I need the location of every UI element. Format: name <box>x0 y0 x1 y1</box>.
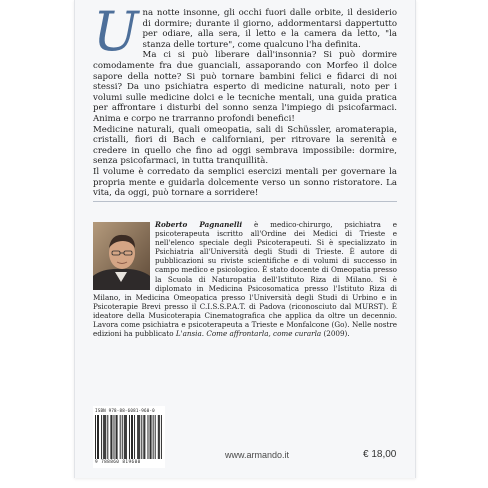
blurb-text <box>93 0 397 199</box>
barcode-bar <box>101 415 102 459</box>
drop-cap-letter: U <box>93 0 139 63</box>
book-back-cover <box>74 0 416 478</box>
barcode-bar <box>124 415 125 459</box>
barcode-bar <box>158 415 159 459</box>
publisher-website[interactable]: www.armando.it <box>225 450 290 460</box>
barcode-bar <box>129 415 130 459</box>
barcode-bar <box>122 415 123 459</box>
barcode-bar <box>134 415 135 459</box>
barcode-bar <box>132 415 133 459</box>
barcode-bar <box>120 415 121 459</box>
barcode-bar <box>139 415 140 459</box>
barcode-bar <box>116 415 117 459</box>
barcode-bar <box>97 415 98 459</box>
barcode-bar <box>98 415 99 459</box>
barcode-bar <box>137 415 138 459</box>
bio-text-a: è medico-chirurgo, psichiatra e psicoterapeuta iscritto all'Ordine dei Medici di Trieste e nell'elenco speciale degli Psicoterapeuti. Si è specializzato in Psichiatria all'Università degli Studi di Trieste. È autore di pubblicazioni su riviste scientifiche e di volumi di successo in campo medico e psicologico. È stato docente di Omeopatia presso la Scuola di Naturopatia dell'Istituto Riza di Milano. Si è diplomato in Medicina Psicosomatica presso l'Istituto Riza di Milano, in Medicina Omeopatica presso l'Università degli Studi di Urbino e in Psicoterapie Brevi presso il C.I.S.S.P.A.T. di Padova (riconosciuto dal MURST). È ideatore della Musicoterapia Cinematografica che applica da oltre un decennio. Lavora come psichiatra e psicoterapeuta a Trieste e Monfalcone (Go). Nelle nostre edizioni ha pubblicato <box>93 220 398 339</box>
barcode-bar <box>161 415 162 459</box>
barcode-bars <box>95 415 163 459</box>
barcode-bar <box>95 415 96 459</box>
section-divider <box>93 201 397 202</box>
barcode-bar <box>117 415 118 459</box>
barcode-bar <box>103 415 104 459</box>
photo-spacer <box>93 220 155 292</box>
bio-text-b: (2009). <box>321 329 350 339</box>
barcode-bar <box>110 415 111 459</box>
barcode-bar <box>153 415 154 459</box>
blurb-paragraph-3: Medicine naturali, quali omeopatia, sali di Schüssler, aromaterapia, cristalli, fiori di Bach e californiani, per ritrovare la serenità e credere in quello che fino ad oggi sembrava impossibile: dormire, senza psicofarmaci, in tutta tranquillità. <box>93 124 397 167</box>
barcode-bar <box>125 415 126 459</box>
barcode-bar <box>148 415 149 459</box>
barcode-bar <box>159 415 160 459</box>
barcode-bar <box>111 415 112 459</box>
isbn-label: ISBN 978-88-6081-960-0 <box>95 408 155 413</box>
barcode-bar <box>141 415 142 459</box>
blurb-paragraph-4: Il volume è corredato da semplici esercizi mentali per governare la propria mente e guidarla dolcemente verso un sonno ristoratore. La vita, da oggi, può tornare a sorridere! <box>93 166 397 199</box>
book-price: € 18,00 <box>363 449 397 460</box>
bio-book-title: L'ansia. Come affrontarla, come curarla <box>175 329 322 339</box>
barcode-bar <box>104 415 105 459</box>
barcode-bar <box>143 415 144 459</box>
barcode-bar <box>138 415 139 459</box>
barcode-bar <box>155 415 156 459</box>
blurb-paragraph-2: Ma ci si può liberare dall'insonnia? Si può dormire comodamente fra due guanciali, assaporando con Morfeo il dolce sapore della notte? Si può tornare bambini felici e fidarci di noi stessi? Da uno psichiatra esperto di medicine naturali, noto per i volumi sulle medicine dolci e le tecniche mentali, una guida pratica per affrontare i disturbi del sonno senza l'impiego di psicofarmaci. Anima e corpo ne trarranno profondi benefici! <box>93 50 397 124</box>
isbn-barcode <box>93 406 165 468</box>
author-name: Roberto Pagnanelli <box>155 220 243 229</box>
barcode-bar <box>114 415 115 459</box>
barcode-bar <box>126 415 127 459</box>
barcode-bar <box>107 415 108 459</box>
barcode-bar <box>105 415 106 459</box>
blurb-paragraph-1: na notte insonne, gli occhi fuori dalle orbite, il desiderio di dormire; durante il giorno, addormentarsi dappertutto per odiare, alla sera, il letto e la camera da letto, "la stanza delle torture", come qualcuno l'ha definita. <box>142 8 397 50</box>
barcode-bar <box>151 415 152 459</box>
barcode-bar <box>150 415 151 459</box>
barcode-bar <box>144 415 145 459</box>
author-biography <box>93 220 397 338</box>
barcode-digits: 9 788860 819600 <box>95 460 141 465</box>
barcode-bar <box>131 415 132 459</box>
